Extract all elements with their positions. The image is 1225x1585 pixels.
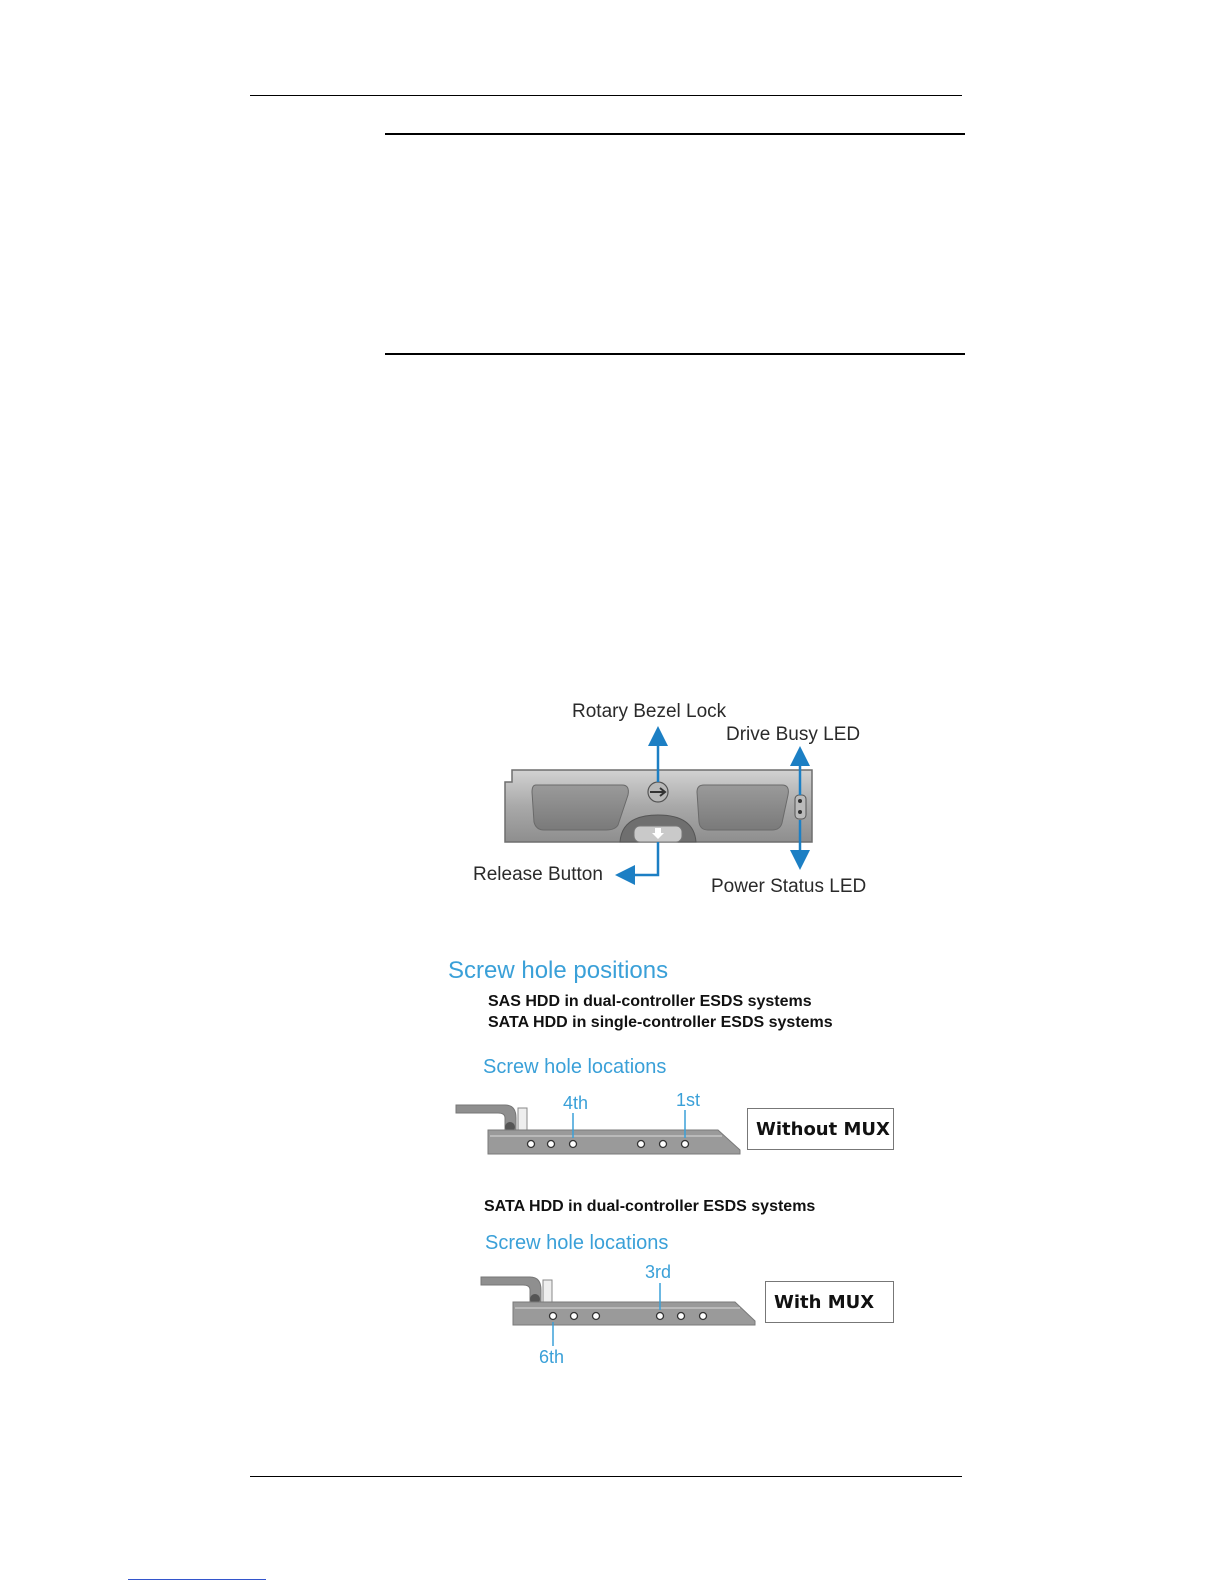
section2-marker-3rd: 3rd bbox=[645, 1262, 672, 1282]
drive-busy-led-label: Drive Busy LED bbox=[726, 724, 861, 745]
section2-marker-6th: 6th bbox=[539, 1347, 565, 1367]
screw-hole bbox=[678, 1313, 685, 1320]
screw-hole bbox=[593, 1313, 600, 1320]
section1-marker-1st: 1st bbox=[676, 1090, 701, 1110]
without-mux-label: Without MUX bbox=[756, 1118, 890, 1140]
tray-rail-with-mux bbox=[513, 1302, 755, 1325]
screw-hole-6th bbox=[550, 1313, 557, 1320]
screw-hole bbox=[571, 1313, 578, 1320]
section1-locations-label: Screw hole locations bbox=[483, 1056, 667, 1078]
rotary-bezel-lock-label: Rotary Bezel Lock bbox=[572, 701, 727, 722]
with-mux-label: With MUX bbox=[774, 1291, 875, 1313]
screw-hole bbox=[700, 1313, 707, 1320]
section2-locations-label: Screw hole locations bbox=[485, 1232, 669, 1254]
section1-marker-4th: 4th bbox=[563, 1093, 589, 1113]
section1-line1: SAS HDD in dual-controller ESDS systems bbox=[488, 993, 812, 1010]
section1-line2: SATA HDD in single-controller ESDS systems bbox=[488, 1014, 833, 1031]
release-button-label: Release Button bbox=[473, 864, 603, 885]
screw-hole-3rd bbox=[657, 1313, 664, 1320]
section2-line1: SATA HDD in dual-controller ESDS systems bbox=[484, 1198, 816, 1215]
power-status-led-label: Power Status LED bbox=[711, 876, 867, 897]
screw-hole-positions-title: Screw hole positions bbox=[448, 957, 669, 984]
